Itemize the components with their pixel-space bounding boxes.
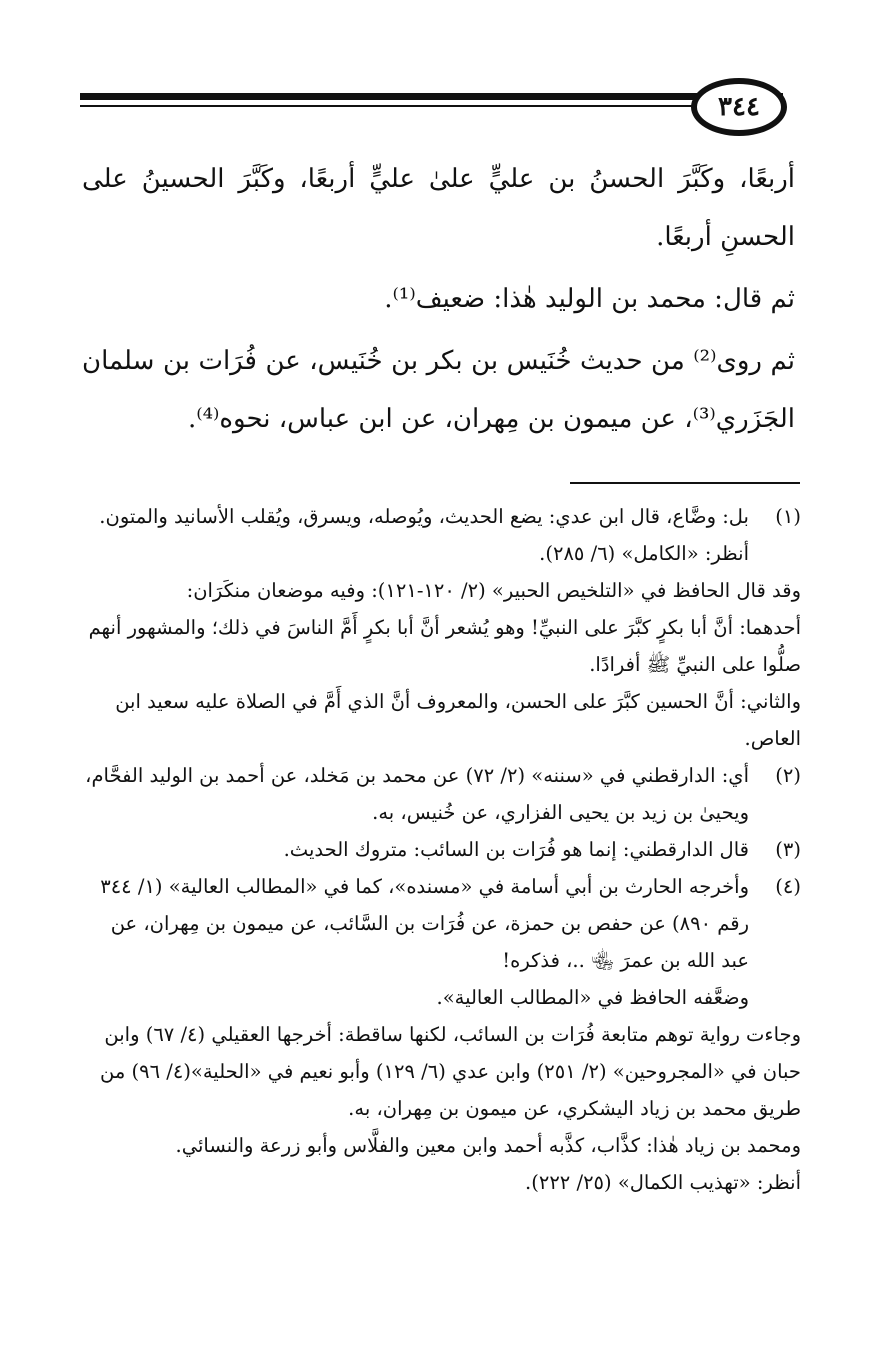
- footnote-text: ومحمد بن زياد هٰذا: كذَّاب، كذَّبه أحمد وابن معين والفلَّاس وأبو زرعة والنسائي.: [175, 1134, 801, 1157]
- main-text: [82, 150, 795, 452]
- body-paragraph: ثم قال: محمد بن الوليد هٰذا: ضعيف⁽¹⁾.: [384, 284, 795, 314]
- footnote-text: وقد قال الحافظ في «التلخيص الحبير» (٢/ ١٢٠-١٢١): وفيه موضعان منكَرَان:: [186, 579, 801, 602]
- footnote-2: [78, 757, 801, 831]
- body-paragraph: أربعًا، وكَبَّرَ الحسنُ بن عليٍّ علىٰ عليٍّ أربعًا، وكَبَّرَ الحسينُ على الحسنِ أربعًا.: [82, 164, 795, 252]
- footnote-text: أنظر: «الكامل» (٦/ ٢٨٥).: [539, 542, 749, 565]
- footnote-text: وضعَّفه الحافظ في «المطالب العالية».: [436, 986, 749, 1009]
- header-rule-thick: [80, 93, 783, 100]
- footnote-text: وأخرجه الحارث بن أبي أسامة في «مسنده»، كما في «المطالب العالية» (١/ ٣٤٤ رقم ٨٩٠) عن حفص بن حمزة، عن فُرَات بن السَّائب، عن ميمون بن مِهران، عن عبد الله بن عمرَ ﵄ ..، فذكره!: [100, 875, 749, 972]
- footnote-4: [78, 868, 801, 1016]
- footnote-text: والثاني: أنَّ الحسين كبَّرَ على الحسن، والمعروف أنَّ الذي أَمَّ في الصلاة عليه سعيد ابن العاص.: [115, 690, 801, 750]
- page-number-badge: [691, 78, 787, 136]
- footnote-separator: [570, 482, 800, 484]
- body-paragraph: ثم روى⁽²⁾ من حديث خُنَيس بن بكر بن خُنَيس، عن فُرَات بن سلمان الجَزَري⁽³⁾، عن ميمون بن مِهران، عن ابن عباس، نحوه⁽⁴⁾.: [82, 346, 795, 434]
- header-rule-thin: [80, 105, 783, 107]
- footnote-text: قال الدارقطني: إنما هو فُرَات بن السائب: متروك الحديث.: [283, 838, 749, 861]
- footnote-4-continuation: [78, 1016, 801, 1201]
- footnote-1-continuation: [78, 572, 801, 757]
- footnote-text: أي: الدارقطني في «سننه» (٢/ ٧٢) عن محمد بن مَخلد، عن أحمد بن الوليد الفحَّام، ويحيىٰ بن زيد بن يحيى الفزاري، عن خُنيس، به.: [85, 764, 749, 824]
- page-number: ٣٤٤: [718, 92, 760, 122]
- footnote-3: [78, 831, 801, 868]
- footnote-number: (٢): [775, 764, 801, 787]
- footnote-text: أحدهما: أنَّ أبا بكرٍ كبَّرَ على النبيِّ! وهو يُشعر أنَّ أبا بكرٍ أَمَّ الناسَ في ذلك؛ والمشهور أنهم صلُّوا على النبيِّ ﷺ أفرادًا.: [88, 616, 801, 676]
- footnote-1: [78, 498, 801, 572]
- page-header: [0, 78, 873, 138]
- footnote-number: (٤): [775, 875, 801, 898]
- footnote-number: (١): [775, 505, 801, 528]
- footnote-text: بل: وضَّاع، قال ابن عدي: يضع الحديث، ويُوصله، ويسرق، ويُقلب الأسانيد والمتون.: [99, 505, 749, 528]
- footnote-text: وجاءت رواية توهم متابعة فُرَات بن السائب، لكنها ساقطة: أخرجها العقيلي (٤/ ٦٧) وابن حبان في «المجروحين» (٢/ ٢٥١) وابن عدي (٦/ ١٢٩) وأبو نعيم في «الحلية»(٤/ ٩٦) من طريق محمد بن زياد اليشكري، عن ميمون بن مِهران، به.: [99, 1023, 801, 1120]
- footnote-number: (٣): [775, 838, 801, 861]
- footnote-text: أنظر: «تهذيب الكمال» (٢٥/ ٢٢٢).: [525, 1171, 801, 1194]
- footnotes: [78, 498, 801, 1201]
